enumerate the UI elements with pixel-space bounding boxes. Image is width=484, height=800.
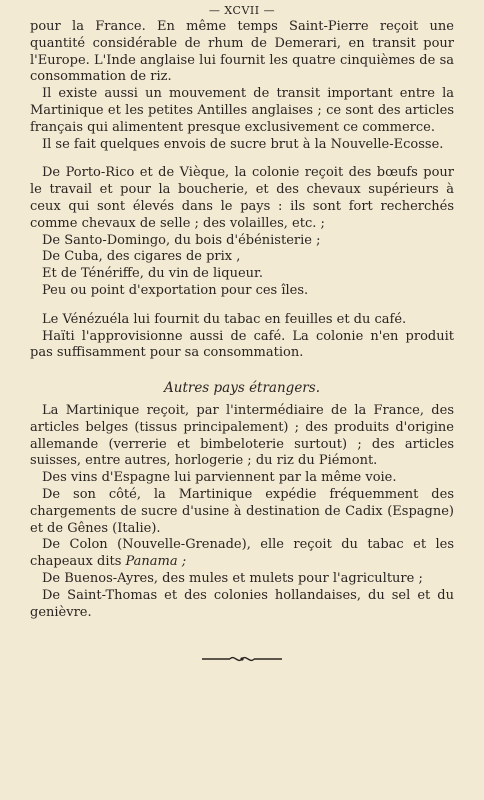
paragraph: Le Vénézuéla lui fournit du tabac en feuilles et du café. — [42, 311, 407, 327]
spacer — [30, 153, 454, 165]
page-number: — XCVII — — [208, 4, 276, 17]
paragraph: De Santo-Domingo, du bois d'ébénisterie ; — [42, 232, 321, 248]
body-text — [30, 19, 454, 621]
paragraph: La Martinique reçoit, par l'intermédiaire de la France, des articles belges (tissus principalement) ; des produits d'origine allemande (verrerie et bimbeloterie surtout) ; des articles suisses, entre autres, horlogerie ; du riz du Piémont. — [30, 402, 454, 469]
section-heading: Autres pays étrangers. — [164, 380, 320, 397]
paragraph: Il existe aussi un mouvement de transit important entre la Martinique et les petites Antilles anglaises ; ce sont des articles français qui alimentent presque exclusivement ce commerce. — [30, 86, 454, 135]
paragraph: De Cuba, des cigares de prix , — [42, 249, 241, 265]
ornament-icon — [200, 653, 284, 665]
spacer — [30, 300, 454, 312]
paragraph: De Buenos-Ayres, des mules et mulets pour l'agriculture ; — [42, 570, 423, 586]
spacer — [30, 362, 454, 374]
paragraph-text: De Colon (Nouvelle-Grenade), elle reçoit du tabac et les chapeaux dits — [30, 537, 454, 570]
paragraph: De son côté, la Martinique expédie fréquemment des chargements de sucre d'usine à destination de Cadix (Espagne) et de Gênes (Italie). — [30, 486, 454, 536]
paragraph: pour la France. En même temps Saint-Pierre reçoit une quantité considérable de rhum de Demerari, en transit pour l'Europe. L'Inde anglaise lui fournit les quatre cinquièmes de sa consommation de riz. — [30, 19, 454, 85]
paragraph: De Porto-Rico et de Vièque, la colonie reçoit des bœufs pour le travail et pour la boucherie, et des chevaux supérieurs à ceux qui sont élevés dans le pays : ils sont fort recherchés comme chevaux de selle ; des volailles, etc. ; — [30, 165, 454, 231]
paragraph: De Saint-Thomas et des colonies hollandaises, du sel et du genièvre. — [30, 587, 454, 620]
italic-text: Panama ; — [125, 554, 187, 570]
paragraph: Peu ou point d'exportation pour ces îles. — [42, 282, 309, 298]
paragraph: Il se fait quelques envois de sucre brut à la Nouvelle-Ecosse. — [42, 136, 444, 152]
paragraph — [30, 537, 454, 571]
paragraph: Et de Ténériffe, du vin de liqueur. — [42, 266, 263, 282]
paragraph: Haïti l'approvisionne aussi de café. La colonie n'en produit pas suffisamment pour sa consommation. — [30, 328, 454, 361]
paragraph: Des vins d'Espagne lui parviennent par la même voie. — [42, 470, 397, 486]
